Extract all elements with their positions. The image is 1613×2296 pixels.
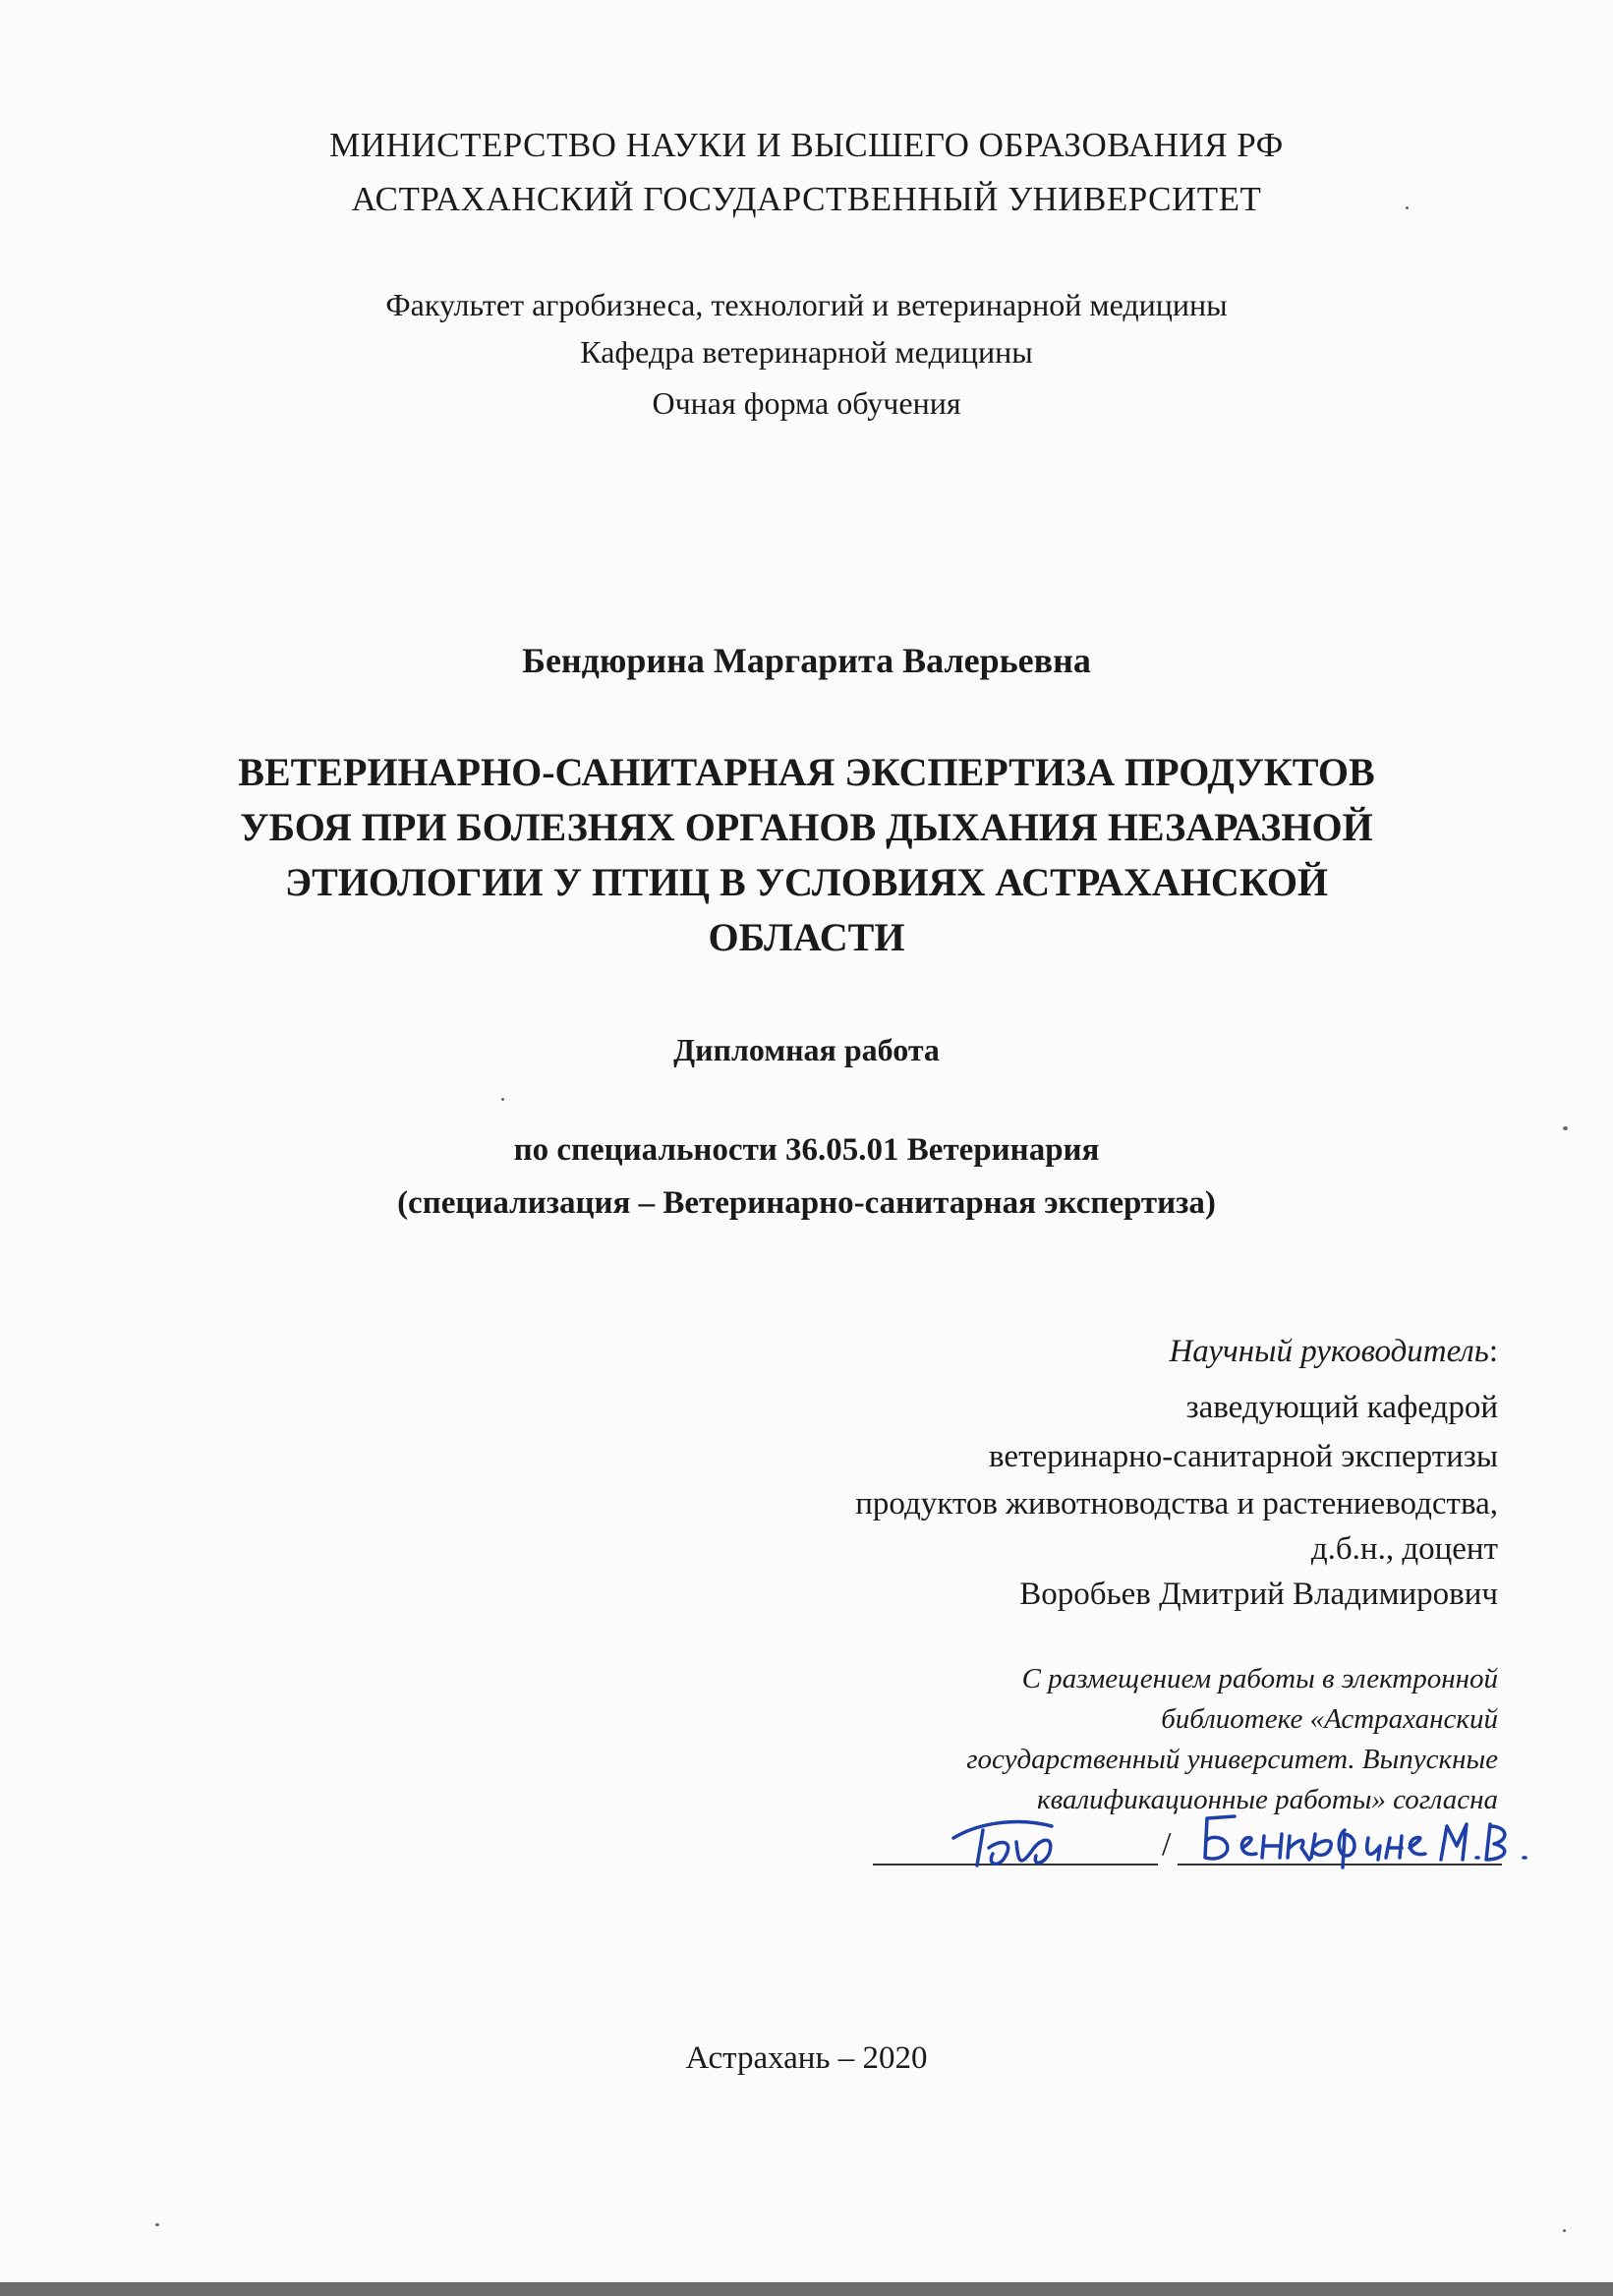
consent-line: квалификационные работы» согласна <box>1037 1784 1498 1815</box>
scan-edge <box>0 2282 1613 2296</box>
consent-statement <box>966 1659 1498 1820</box>
scan-speck <box>1406 206 1409 209</box>
ministry-heading: МИНИСТЕРСТВО НАУКИ И ВЫСШЕГО ОБРАЗОВАНИЯ РФ <box>329 126 1284 164</box>
scan-speck <box>501 1098 504 1101</box>
scan-speck <box>155 2223 159 2226</box>
department-line: Кафедра ветеринарной медицины <box>580 334 1033 370</box>
author-name: Бендюрина Маргарита Валерьевна <box>522 641 1091 680</box>
supervisor-degree: д.б.н., доцент <box>1310 1531 1498 1567</box>
consent-line: С размещением работы в электронной <box>1021 1663 1498 1694</box>
scan-speck <box>1563 1126 1568 1130</box>
consent-line: библиотеке «Астраханский <box>1161 1703 1498 1735</box>
title-line: ОБЛАСТИ <box>708 915 905 959</box>
thesis-title <box>0 745 1613 965</box>
title-line: ЭТИОЛОГИИ У ПТИЦ В УСЛОВИЯХ АСТРАХАНСКОЙ <box>284 860 1329 904</box>
university-heading: АСТРАХАНСКИЙ ГОСУДАРСТВЕННЫЙ УНИВЕРСИТЕТ <box>351 180 1262 218</box>
study-form-line: Очная форма обучения <box>652 385 961 421</box>
title-line: ВЕТЕРИНАРНО-САНИТАРНАЯ ЭКСПЕРТИЗА ПРОДУКТОВ <box>238 750 1375 794</box>
scan-speck <box>1563 2229 1566 2232</box>
signature-separator: / <box>1162 1826 1172 1863</box>
title-line: УБОЯ ПРИ БОЛЕЗНЯХ ОРГАНОВ ДЫХАНИЯ НЕЗАРАЗНОЙ <box>240 805 1373 849</box>
consent-line: государственный университет. Выпускные <box>966 1744 1498 1775</box>
specialization-line: (специализация – Ветеринарно-санитарная экспертиза) <box>397 1185 1216 1221</box>
faculty-line: Факультет агробизнеса, технологий и ветеринарной медицины <box>385 287 1228 322</box>
supervisor-position: заведующий кафедрой <box>1185 1390 1498 1425</box>
handwritten-signature <box>944 1808 1091 1877</box>
work-type: Дипломная работа <box>673 1032 940 1067</box>
handwritten-name <box>1199 1807 1583 1875</box>
city-year: Астрахань – 2020 <box>685 2040 928 2076</box>
supervisor-department-cont: продуктов животноводства и растениеводства, <box>855 1486 1498 1521</box>
supervisor-department: ветеринарно-санитарной экспертизы <box>989 1439 1498 1474</box>
supervisor-label: Научный руководитель: <box>1169 1334 1498 1369</box>
specialty-line: по специальности 36.05.01 Ветеринария <box>513 1132 1100 1168</box>
supervisor-name: Воробьев Дмитрий Владимирович <box>1019 1577 1498 1612</box>
